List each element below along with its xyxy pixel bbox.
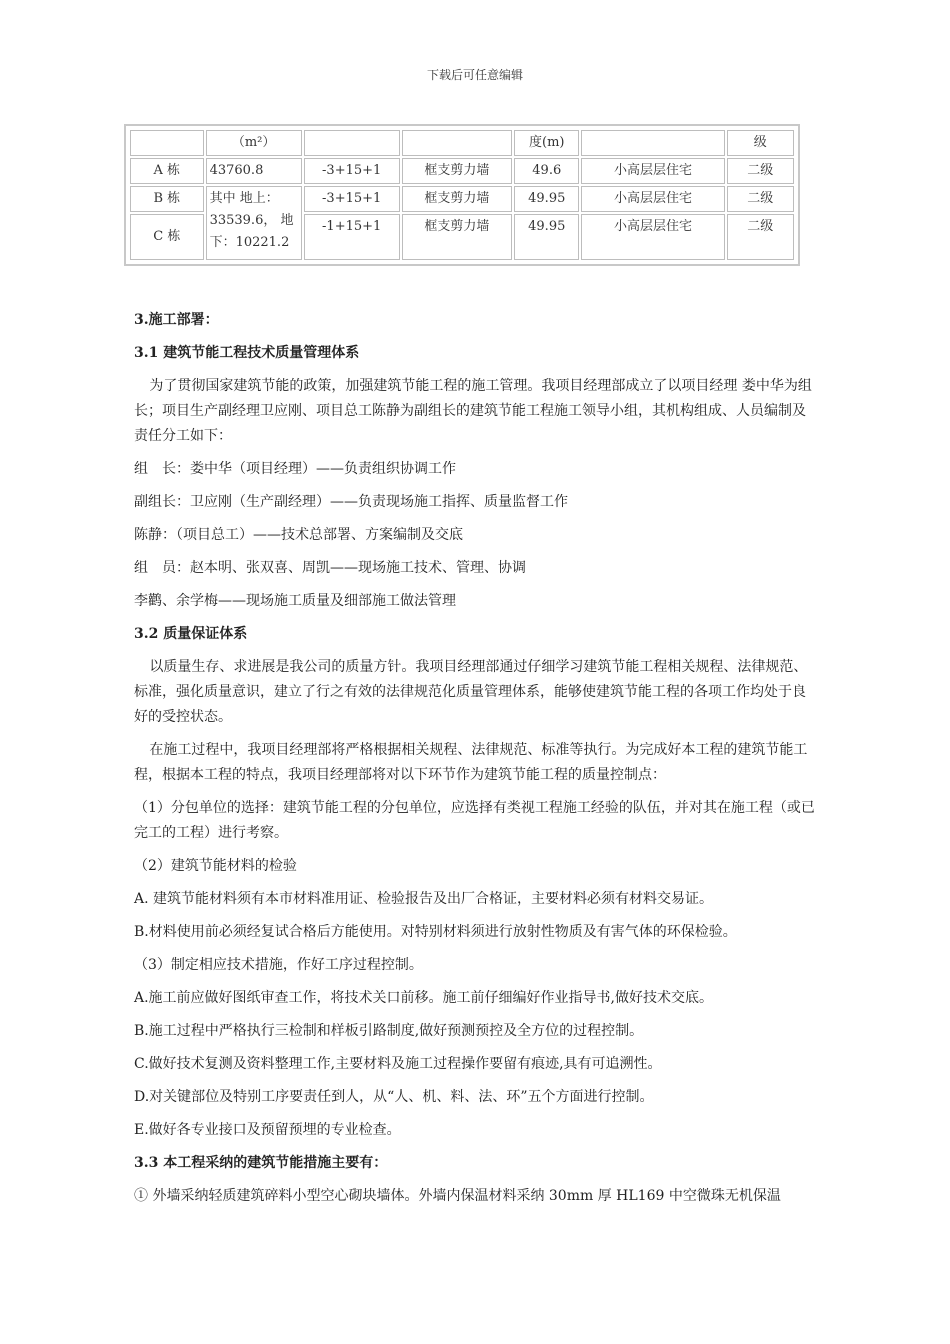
paragraph: A.施工前应做好图纸审查工作，将技术关口前移。施工前仔细编好作业指导书,做好技术交底。 [134, 990, 714, 1006]
use-cell: 小高层层住宅 [581, 158, 724, 184]
floors-cell: -3+15+1 [304, 158, 400, 184]
paragraph: 组 员：赵本明、张双喜、周凯——现场施工技术、管理、协调 [134, 560, 526, 576]
section-heading: 3.2 质量保证体系 [134, 626, 248, 642]
grade-cell: 二级 [727, 214, 794, 260]
paragraph: 为了贯彻国家建筑节能的政策，加强建筑节能工程的施工管理。我项目经理部成立了以项目经理 娄中华为组长；项目生产副经理卫应刚、项目总工陈静为副组长的建筑节能工程施工领导小组，其机构组成、人员编制及责任分工如下： [134, 378, 812, 444]
structure-cell: 框支剪力墙 [402, 158, 512, 184]
area-detail-cell [206, 186, 302, 260]
paragraph: （1）分包单位的选择：建筑节能工程的分包单位，应选择有类视工程施工经验的队伍，并对其在施工程（或已完工的工程）进行考察。 [134, 800, 815, 841]
table-cell [304, 130, 400, 156]
paragraph: （3）制定相应技术措施，作好工序过程控制。 [134, 957, 423, 973]
section-heading: 3.1 建筑节能工程技术质量管理体系 [134, 345, 360, 361]
table-cell [130, 130, 204, 156]
table-cell [402, 130, 512, 156]
height-cell: 49.95 [514, 214, 579, 260]
paragraph: 组 长：娄中华（项目经理）——负责组织协调工作 [134, 461, 456, 477]
paragraph: B.材料使用前必须经复试合格后方能使用。对特别材料须进行放射性物质及有害气体的环保检验。 [134, 924, 737, 940]
paragraph: 副组长：卫应刚（生产副经理）——负责现场施工指挥、质量监督工作 [134, 494, 568, 510]
table-row [130, 186, 794, 212]
paragraph: D.对关键部位及特别工序要责任到人，从“人、机、料、法、环”五个方面进行控制。 [134, 1089, 654, 1105]
table-header-row [130, 130, 794, 156]
building-table [124, 124, 800, 266]
grade-cell: 二级 [727, 158, 794, 184]
floors-cell: -1+15+1 [304, 214, 400, 260]
paragraph: ① 外墙采纳轻质建筑碎料小型空心砌块墙体。外墙内保温材料采纳 30mm 厚 HL169 中空微珠无机保温 [134, 1188, 781, 1204]
building-cell: A 栋 [130, 158, 204, 184]
structure-cell: 框支剪力墙 [402, 214, 512, 260]
paragraph: 陈静：（项目总工）——技术总部署、方案编制及交底 [134, 527, 463, 543]
paragraph: E.做好各专业接口及预留预埋的专业检查。 [134, 1122, 401, 1138]
table-cell: （m²） [206, 130, 302, 156]
structure-cell: 框支剪力墙 [402, 186, 512, 212]
area-line: 下：10221.2 [209, 235, 290, 250]
area-line: 其中 地上： [209, 191, 279, 206]
paragraph: 在施工过程中，我项目经理部将严格根据相关规程、法律规范、标准等执行。为完成好本工程的建筑节能工程，根据本工程的特点，我项目经理部将对以下环节作为建筑节能工程的质量控制点： [134, 742, 808, 783]
paragraph: 李鹳、余学梅——现场施工质量及细部施工做法管理 [134, 593, 456, 609]
use-cell: 小高层层住宅 [581, 214, 724, 260]
section-heading: 3.3 本工程采纳的建筑节能措施主要有： [134, 1155, 388, 1171]
page-header: 下载后可任意编辑 [426, 68, 523, 82]
paragraph: C.做好技术复测及资料整理工作,主要材料及施工过程操作要留有痕迹,具有可追溯性。 [134, 1056, 662, 1072]
paragraph: 以质量生存、求进展是我公司的质量方针。我项目经理部通过仔细学习建筑节能工程相关规程、法律规范、标准，强化质量意识，建立了行之有效的法律规范化质量管理体系，能够使建筑节能工程的各项工作均处于良好的受控状态。 [134, 659, 808, 725]
paragraph: A. 建筑节能材料须有本市材料准用证、检验报告及出厂合格证，主要材料必须有材料交易证。 [134, 891, 714, 907]
building-cell: B 栋 [130, 186, 204, 212]
document-body [134, 308, 816, 1217]
table-cell: 度(m) [514, 130, 579, 156]
height-cell: 49.6 [514, 158, 579, 184]
building-cell: C 栋 [130, 214, 204, 260]
paragraph: B.施工过程中严格执行三检制和样板引路制度,做好预测预控及全方位的过程控制。 [134, 1023, 644, 1039]
grade-cell: 二级 [727, 186, 794, 212]
floors-cell: -3+15+1 [304, 186, 400, 212]
area-cell: 43760.8 [206, 158, 302, 184]
paragraph: （2）建筑节能材料的检验 [134, 858, 297, 874]
table-row [130, 158, 794, 184]
table-cell [581, 130, 724, 156]
height-cell: 49.95 [514, 186, 579, 212]
section-heading: 3.施工部署： [134, 312, 219, 328]
use-cell: 小高层层住宅 [581, 186, 724, 212]
area-line: 33539.6， 地 [209, 213, 294, 228]
table-cell: 级 [727, 130, 794, 156]
